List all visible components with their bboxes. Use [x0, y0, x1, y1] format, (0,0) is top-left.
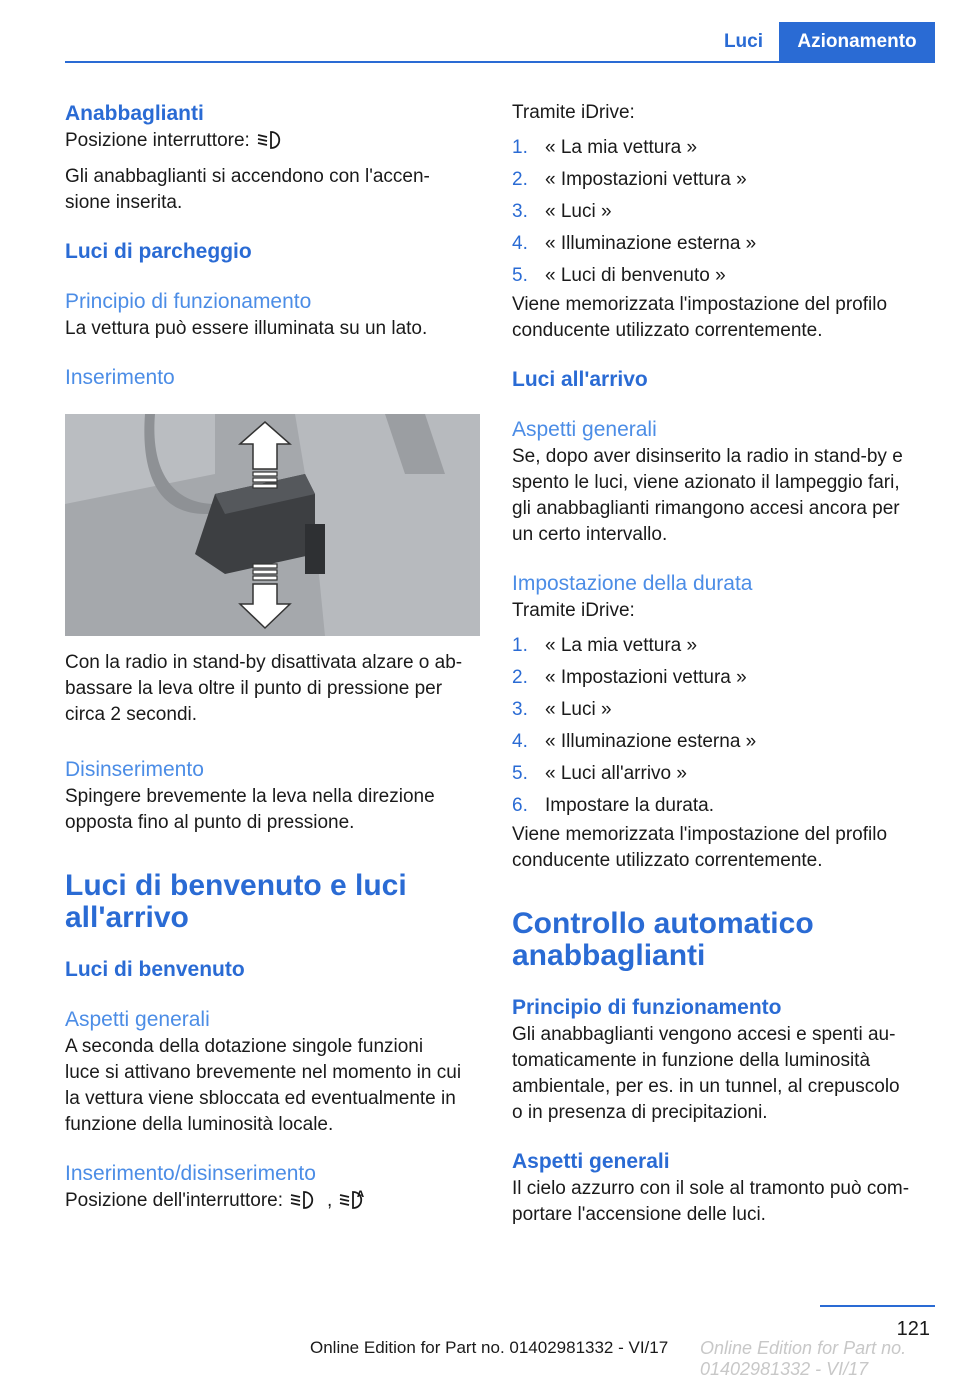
- arrivo-line-1: Se, dopo aver disinserito la radio in stand-by e: [512, 446, 903, 467]
- heading-aspetti-generali: Aspetti generali: [65, 1008, 210, 1031]
- anabbaglianti-text-1: Gli anabbaglianti si accendono con l'accen-: [65, 166, 430, 187]
- heading-principio: Principio di funzionamento: [65, 290, 312, 313]
- low-beam-icon: [289, 1190, 317, 1218]
- caption-line-2: bassare la leva oltre il punto di pressione per: [65, 678, 443, 699]
- list-item-text: « Impostazioni vettura »: [545, 169, 747, 190]
- caption-line-3: circa 2 secondi.: [65, 704, 198, 725]
- idrive-list-arrivo: [512, 630, 930, 822]
- heading-principio-controllo: Principio di funzionamento: [512, 996, 782, 1019]
- arrivo-line-4: un certo intervallo.: [512, 524, 668, 545]
- list-item-number: 5.: [512, 763, 528, 784]
- principio-text: La vettura può essere illuminata su un lato.: [65, 318, 428, 339]
- list-item-number: 4.: [512, 233, 528, 254]
- memo-line-4: conducente utilizzato correntemente.: [512, 850, 823, 871]
- heading-luci-benvenuto: Luci di benvenuto: [65, 958, 245, 981]
- list-item-text: « Luci »: [545, 699, 612, 720]
- list-item: [512, 758, 930, 790]
- list-item-text: « Luci »: [545, 201, 612, 222]
- disinserimento-line-2: opposta fino al punto di pressione.: [65, 812, 355, 833]
- heading-benvenuto-arrivo: [65, 870, 481, 934]
- list-item-text: « Luci all'arrivo »: [545, 763, 687, 784]
- list-item-number: 1.: [512, 635, 528, 656]
- arrivo-line-3: gli anabbaglianti rimangono accesi ancora per: [512, 498, 900, 519]
- header-rule: [65, 61, 935, 63]
- list-item: [512, 726, 930, 758]
- controllo-line-3: ambientale, per es. in un tunnel, al crepuscolo: [512, 1076, 900, 1097]
- disinserimento-line-1: Spingere brevemente la leva nella direzione: [65, 786, 435, 807]
- controllo-line-1: Gli anabbaglianti vengono accesi e spenti au-: [512, 1024, 896, 1045]
- heading-ins-dis: Inserimento/disinserimento: [65, 1162, 316, 1185]
- page-number: 121: [896, 1318, 930, 1340]
- header-tabs: [708, 22, 935, 62]
- aspetti-line-3: la vettura viene sbloccata ed eventualmente in: [65, 1088, 456, 1109]
- list-item: [512, 164, 930, 196]
- heading-aspetti-generali-arrivo: Aspetti generali: [512, 418, 657, 441]
- chapter-tab: Azionamento: [779, 22, 935, 62]
- heading-controllo-line-1: Controllo automatico: [512, 907, 814, 940]
- controllo-line-4: o in presenza di precipitazioni.: [512, 1102, 768, 1123]
- icon-separator: ,: [327, 1190, 333, 1211]
- list-item-text: « Luci di benvenuto »: [545, 265, 726, 286]
- list-item: [512, 630, 930, 662]
- list-item-number: 3.: [512, 201, 528, 222]
- watermark: Online Edition for Part no. 01402981332 - VI/17: [700, 1338, 907, 1379]
- footer-rule: [820, 1305, 935, 1307]
- heading-benvenuto-line-1: Luci di benvenuto e luci: [65, 869, 407, 902]
- idrive-label: Tramite iDrive:: [512, 102, 635, 123]
- heading-controllo-automatico: [512, 908, 930, 972]
- list-item-number: 4.: [512, 731, 528, 752]
- list-item-number: 3.: [512, 699, 528, 720]
- anabbaglianti-text-2: sione inserita.: [65, 192, 183, 213]
- controllo-aspetti-line-2: portare l'accensione delle luci.: [512, 1204, 766, 1225]
- controllo-aspetti-line-1: Il cielo azzurro con il sole al tramonto può com-: [512, 1178, 910, 1199]
- list-item-number: 2.: [512, 169, 528, 190]
- list-item: [512, 694, 930, 726]
- heading-luci-arrivo: Luci all'arrivo: [512, 368, 648, 391]
- memo-line-1: Viene memorizzata l'impostazione del profilo: [512, 294, 888, 315]
- right-column: [512, 100, 930, 1228]
- idrive-list-benvenuto: [512, 132, 930, 292]
- memo-line-3: Viene memorizzata l'impostazione del profilo: [512, 824, 888, 845]
- left-column: [65, 100, 481, 1218]
- idrive-label-2: Tramite iDrive:: [512, 600, 635, 621]
- aspetti-line-4: funzione della luminosità locale.: [65, 1114, 334, 1135]
- list-item: [512, 132, 930, 164]
- switch-position-label: Posizione interruttore:: [65, 130, 250, 151]
- heading-anabbaglianti: Anabbaglianti: [65, 102, 204, 125]
- controllo-line-2: tomaticamente in funzione della luminosità: [512, 1050, 871, 1071]
- list-item: [512, 662, 930, 694]
- list-item: [512, 260, 930, 292]
- low-beam-icon: [256, 130, 284, 158]
- list-item-text: « La mia vettura »: [545, 635, 698, 656]
- list-item-number: 2.: [512, 667, 528, 688]
- list-item-number: 1.: [512, 137, 528, 158]
- heading-controllo-line-2: anabbaglianti: [512, 939, 706, 972]
- list-item-number: 5.: [512, 265, 528, 286]
- heading-benvenuto-line-2: all'arrivo: [65, 901, 189, 934]
- list-item-text: « Illuminazione esterna »: [545, 731, 757, 752]
- heading-disinserimento: Disinserimento: [65, 758, 204, 781]
- ins-dis-line: [65, 1188, 481, 1218]
- heading-inserimento: Inserimento: [65, 366, 175, 389]
- list-item: [512, 790, 930, 822]
- switch-position-line: [65, 128, 481, 158]
- aspetti-line-1: A seconda della dotazione singole funzioni: [65, 1036, 424, 1057]
- memo-line-2: conducente utilizzato correntemente.: [512, 320, 823, 341]
- list-item-number: 6.: [512, 795, 528, 816]
- list-item: [512, 196, 930, 228]
- heading-durata: Impostazione della durata: [512, 572, 753, 595]
- lever-illustration: [65, 414, 480, 636]
- list-item: [512, 228, 930, 260]
- list-item-text: « La mia vettura »: [545, 137, 698, 158]
- heading-luci-parcheggio: Luci di parcheggio: [65, 240, 252, 263]
- caption-line-1: Con la radio in stand-by disattivata alzare o ab-: [65, 652, 463, 673]
- list-item-text: « Illuminazione esterna »: [545, 233, 757, 254]
- edition-line: Online Edition for Part no. 01402981332 - VI/17: [310, 1338, 669, 1357]
- heading-aspetti-controllo: Aspetti generali: [512, 1150, 670, 1173]
- list-item-text: Impostare la durata.: [545, 795, 714, 816]
- section-label: Luci: [723, 31, 763, 52]
- list-item-text: « Impostazioni vettura »: [545, 667, 747, 688]
- svg-text:A: A: [357, 1190, 365, 1200]
- auto-low-beam-icon: [338, 1188, 368, 1218]
- ins-dis-label: Posizione dell'interruttore:: [65, 1190, 284, 1211]
- arrivo-line-2: spento le luci, viene azionato il lampeggio fari,: [512, 472, 900, 493]
- aspetti-line-2: luce si attivano brevemente nel momento in cui: [65, 1062, 462, 1083]
